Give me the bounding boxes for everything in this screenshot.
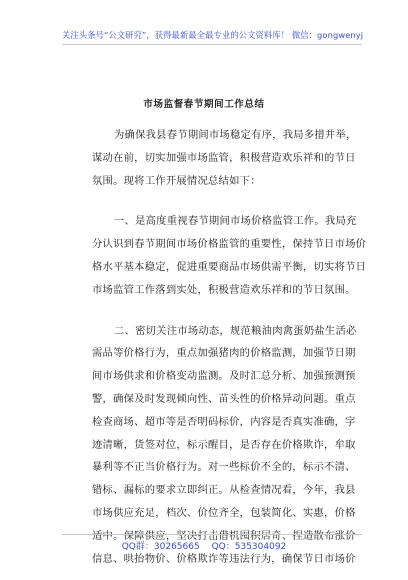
footer-contacts (0, 539, 408, 552)
body-line: 为确保我县春节期间市场稳定有序，我局多措并举， (114, 129, 357, 141)
body-line: 氛围。现将工作开展情况总结如下： (92, 174, 261, 187)
document-title: 市场监督春节期间工作总结 (143, 99, 265, 110)
body-line: 分认识到春节期间市场价格监管的重要性，保持节日市场价 (92, 238, 367, 251)
body-line: 需品等价格行为，重点加强猪肉的价格监测，加强节日期 (92, 347, 356, 360)
body-line: 暴利等不正当价格行为。对一些标价不全的，标示不清、 (92, 461, 356, 474)
header-notice: 关注头条号“公文研究”，获得最新最全最专业的公文资料库！ 微信：gongwenyj (62, 30, 364, 40)
body-line: 间市场供求和价格变动监测。及时汇总分析、加强预测预 (92, 370, 356, 383)
footer-qq: QQ：535304092 (211, 542, 287, 552)
body-line: 谋动在前，切实加强市场监管，积极营造欢乐祥和的节日 (92, 151, 356, 164)
body-line: 信息、哄抬物价、价格欺诈等违法行为，确保节日市场价 (92, 552, 356, 565)
footer-qq-group: QQ群：30265665 (121, 542, 200, 552)
body-line: 错标、漏标的要求立即纠正。从检查情况看，今年，我县 (92, 484, 356, 497)
body-line: 格水平基本稳定，促进重要商品市场供需平衡，切实将节日 (92, 260, 367, 273)
header-divider (62, 44, 362, 45)
body-line: 市场供应充足，档次、价位齐全，包装简化、实惠，价格 (92, 506, 356, 519)
body-line: 适中。保障供应，坚决打击借机囤积居奇、捏造散布涨价 (92, 529, 356, 542)
document-body (92, 124, 367, 570)
page-header (0, 0, 408, 64)
body-line: 警，确保及时发现倾向性、苗头性的价格异动问题。重点 (92, 392, 356, 405)
body-line: 一、是高度重视春节期间市场价格监管工作。我局充 (114, 215, 357, 228)
body-line: 二、密切关注市场动态，规范粮油肉禽蛋奶盐生活必 (114, 324, 357, 337)
body-line: 检查商场、超市等是否明码标价，内容是否真实准确，字 (92, 415, 356, 428)
page-footer (0, 534, 408, 564)
body-line: 市场监管工作落到实处，积极营造欢乐祥和的节日氛围。 (92, 283, 356, 296)
footer-divider (62, 534, 362, 535)
body-line: 迹清晰，货签对位，标示醒目，是否存在价格欺诈，牟取 (92, 438, 356, 451)
